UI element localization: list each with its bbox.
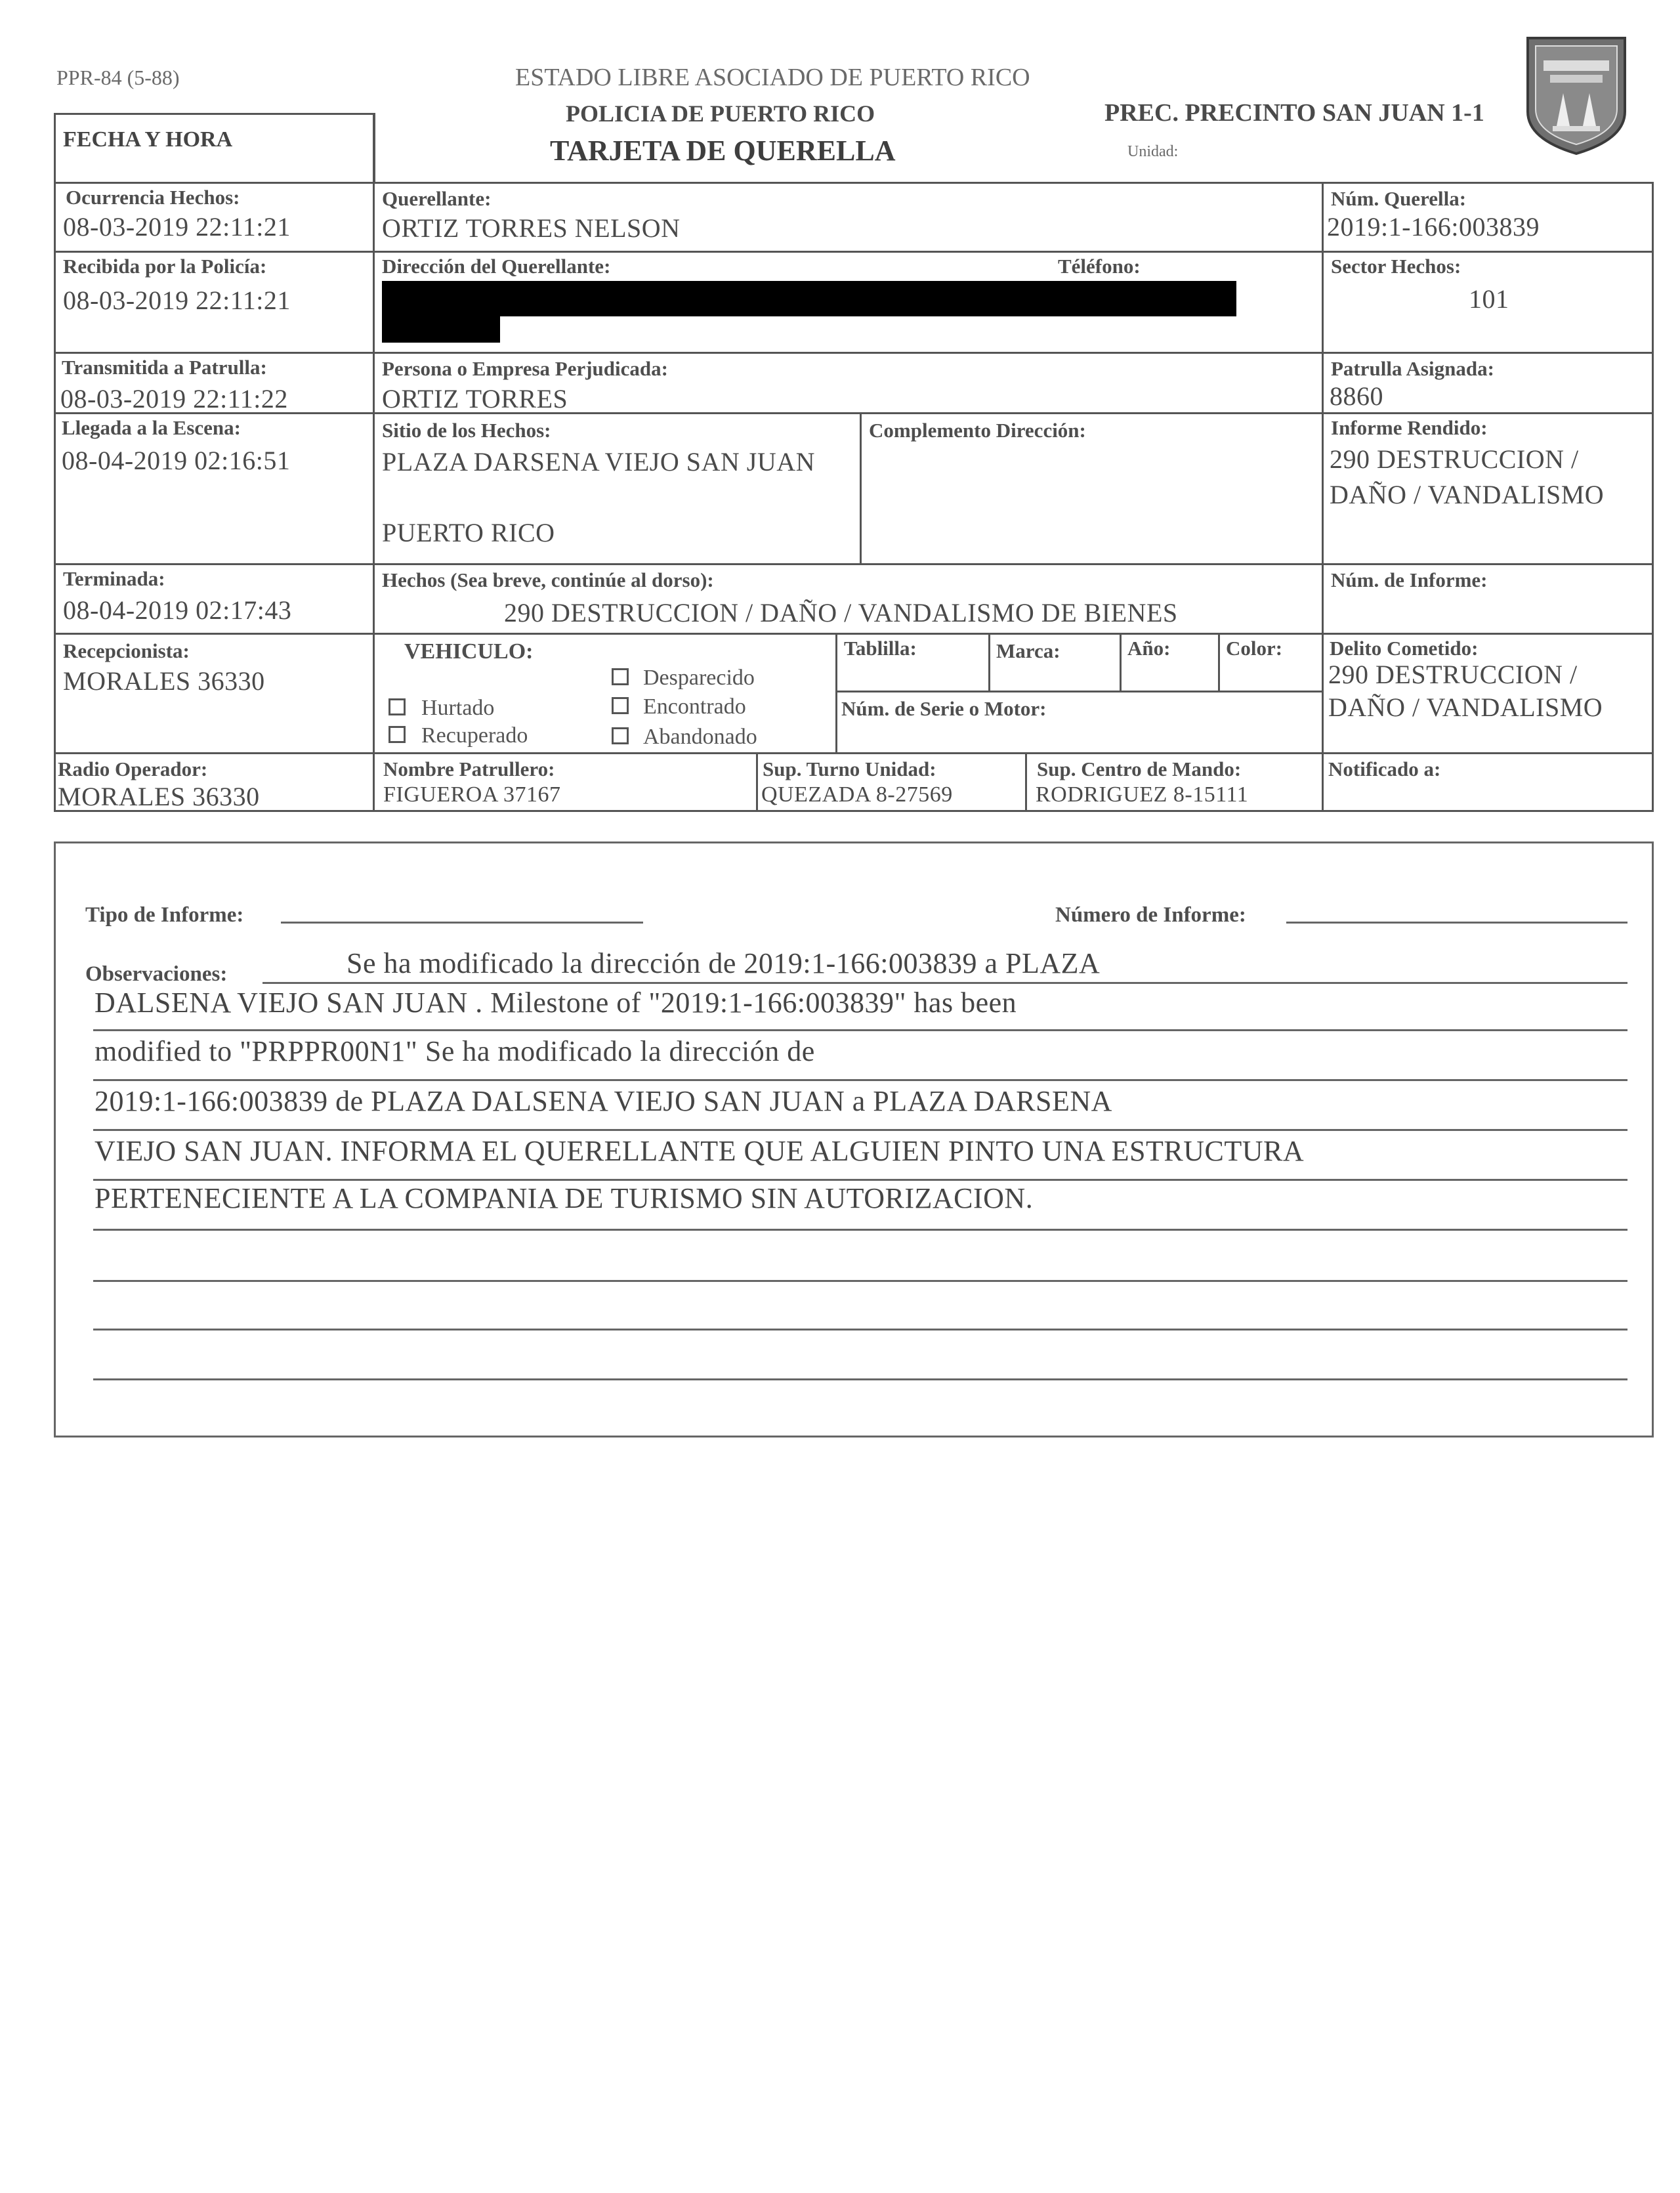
ocurrencia-value: 08-03-2019 22:11:21 bbox=[63, 212, 291, 242]
police-badge-icon bbox=[1524, 34, 1629, 156]
nombre-patrullero-value: FIGUEROA 37167 bbox=[383, 782, 561, 807]
ruled-line bbox=[93, 1378, 1628, 1380]
grid-line bbox=[988, 633, 990, 691]
encontrado-label: Encontrado bbox=[643, 694, 746, 719]
color-label: Color: bbox=[1226, 637, 1283, 660]
recuperado-label: Recuperado bbox=[421, 723, 528, 748]
numero-informe-label: Número de Informe: bbox=[1055, 903, 1246, 927]
informe-rendido-value-line2: DAÑO / VANDALISMO bbox=[1330, 480, 1605, 509]
grid-line bbox=[835, 633, 837, 754]
abandonado-checkbox[interactable] bbox=[612, 727, 629, 744]
grid-line bbox=[54, 182, 56, 812]
serie-label: Núm. de Serie o Motor: bbox=[841, 697, 1047, 720]
patrulla-label: Patrulla Asignada: bbox=[1331, 357, 1494, 380]
ruled-line bbox=[93, 1280, 1628, 1282]
vehiculo-label: VEHICULO: bbox=[404, 639, 534, 664]
grid-line bbox=[835, 691, 1322, 692]
ruled-line bbox=[93, 1079, 1628, 1081]
tipo-informe-label: Tipo de Informe: bbox=[85, 903, 244, 927]
sitio-label: Sitio de los Hechos: bbox=[382, 419, 551, 442]
ruled-line bbox=[93, 1029, 1628, 1031]
grid-line bbox=[54, 810, 1654, 812]
recibida-label: Recibida por la Policía: bbox=[63, 255, 267, 278]
form-title: TARJETA DE QUERELLA bbox=[550, 135, 896, 167]
grid-line bbox=[1120, 633, 1122, 691]
recepcionista-value: MORALES 36330 bbox=[63, 666, 265, 696]
marca-label: Marca: bbox=[996, 639, 1060, 662]
grid-line bbox=[756, 752, 758, 811]
hechos-value: 290 DESTRUCCION / DAÑO / VANDALISMO DE BIENES bbox=[504, 598, 1178, 628]
sitio-value-line1: PLAZA DARSENA VIEJO SAN JUAN bbox=[382, 447, 815, 477]
transmitida-label: Transmitida a Patrulla: bbox=[62, 356, 267, 379]
recuperado-checkbox[interactable] bbox=[388, 726, 406, 743]
unit-label: Unidad: bbox=[1127, 143, 1179, 160]
agency-name: POLICIA DE PUERTO RICO bbox=[566, 100, 875, 127]
grid-line bbox=[54, 563, 1654, 565]
ruled-line bbox=[262, 982, 1628, 984]
num-querella-value: 2019:1-166:003839 bbox=[1327, 212, 1540, 242]
grid-line bbox=[54, 412, 1654, 414]
sector-value: 101 bbox=[1469, 284, 1509, 314]
redaction-bar bbox=[382, 281, 1236, 316]
grid-line bbox=[54, 182, 1654, 184]
sup-turno-label: Sup. Turno Unidad: bbox=[763, 757, 936, 780]
recibida-value: 08-03-2019 22:11:21 bbox=[63, 286, 291, 315]
observaciones-label: Observaciones: bbox=[85, 962, 228, 986]
ocurrencia-label: Ocurrencia Hechos: bbox=[66, 186, 240, 209]
observaciones-line: DALSENA VIEJO SAN JUAN . Milestone of "2019:1-166:003839" has been bbox=[94, 987, 1017, 1019]
terminada-label: Terminada: bbox=[63, 567, 165, 590]
tipo-informe-field[interactable] bbox=[281, 922, 643, 924]
tablilla-label: Tablilla: bbox=[844, 637, 917, 660]
ruled-line bbox=[93, 1129, 1628, 1131]
radio-operador-label: Radio Operador: bbox=[58, 757, 208, 780]
ruled-line bbox=[93, 1179, 1628, 1181]
observaciones-line: modified to "PRPPR00N1" Se ha modificado la dirección de bbox=[94, 1035, 815, 1067]
grid-line bbox=[1652, 182, 1654, 812]
grid-line bbox=[54, 752, 1654, 754]
llegada-label: Llegada a la Escena: bbox=[62, 416, 241, 439]
llegada-value: 08-04-2019 02:16:51 bbox=[62, 446, 291, 475]
grid-line bbox=[54, 352, 1654, 354]
state-name: ESTADO LIBRE ASOCIADO DE PUERTO RICO bbox=[515, 64, 1030, 91]
abandonado-label: Abandonado bbox=[643, 725, 757, 749]
sup-centro-value: RODRIGUEZ 8-15111 bbox=[1036, 782, 1249, 807]
grid-line bbox=[1025, 752, 1027, 811]
delito-value-line1: 290 DESTRUCCION / bbox=[1328, 660, 1578, 689]
desparecido-label: Desparecido bbox=[643, 666, 755, 690]
observaciones-line: Se ha modificado la dirección de 2019:1-166:003839 a PLAZA bbox=[346, 947, 1101, 979]
grid-line bbox=[54, 251, 1654, 253]
notificado-label: Notificado a: bbox=[1328, 757, 1441, 780]
informe-rendido-label: Informe Rendido: bbox=[1331, 416, 1488, 439]
numero-informe-field[interactable] bbox=[1286, 922, 1628, 924]
form-code: PPR-84 (5-88) bbox=[56, 66, 180, 89]
num-informe-label: Núm. de Informe: bbox=[1331, 568, 1488, 591]
complemento-label: Complemento Dirección: bbox=[869, 419, 1086, 442]
grid-line bbox=[1218, 633, 1220, 691]
delito-value-line2: DAÑO / VANDALISMO bbox=[1328, 692, 1603, 722]
sup-turno-value: QUEZADA 8-27569 bbox=[761, 782, 953, 807]
nombre-patrullero-label: Nombre Patrullero: bbox=[383, 757, 555, 780]
delito-label: Delito Cometido: bbox=[1330, 637, 1479, 660]
sup-centro-label: Sup. Centro de Mando: bbox=[1037, 757, 1242, 780]
observaciones-line: PERTENECIENTE A LA COMPANIA DE TURISMO SIN AUTORIZACION. bbox=[94, 1182, 1034, 1214]
grid-line bbox=[1322, 182, 1324, 812]
perjudicada-label: Persona o Empresa Perjudicada: bbox=[382, 357, 668, 380]
radio-operador-value: MORALES 36330 bbox=[58, 782, 260, 811]
telefono-label: Téléfono: bbox=[1058, 255, 1141, 278]
patrulla-value: 8860 bbox=[1330, 381, 1383, 411]
encontrado-checkbox[interactable] bbox=[612, 697, 629, 714]
informe-rendido-value-line1: 290 DESTRUCCION / bbox=[1330, 444, 1579, 474]
perjudicada-value: ORTIZ TORRES bbox=[382, 384, 568, 414]
fecha-hora-label: FECHA Y HORA bbox=[63, 127, 233, 152]
grid-line bbox=[860, 412, 862, 564]
transmitida-value: 08-03-2019 22:11:22 bbox=[60, 384, 288, 414]
querellante-label: Querellante: bbox=[382, 187, 492, 210]
observaciones-line: VIEJO SAN JUAN. INFORMA EL QUERELLANTE QUE ALGUIEN PINTO UNA ESTRUCTURA bbox=[94, 1135, 1305, 1167]
direccion-label: Dirección del Querellante: bbox=[382, 255, 611, 278]
redaction-bar bbox=[382, 315, 500, 343]
hechos-label: Hechos (Sea breve, continúe al dorso): bbox=[382, 568, 714, 591]
ruled-line bbox=[93, 1329, 1628, 1331]
sector-label: Sector Hechos: bbox=[1331, 255, 1461, 278]
ano-label: Año: bbox=[1127, 637, 1171, 660]
terminada-value: 08-04-2019 02:17:43 bbox=[63, 595, 292, 625]
sitio-value-line2: PUERTO RICO bbox=[382, 518, 555, 547]
recepcionista-label: Recepcionista: bbox=[63, 639, 190, 662]
querellante-value: ORTIZ TORRES NELSON bbox=[382, 213, 681, 243]
ruled-line bbox=[93, 1229, 1628, 1231]
hurtado-checkbox[interactable] bbox=[388, 698, 406, 715]
grid-line bbox=[373, 113, 375, 812]
observaciones-line: 2019:1-166:003839 de PLAZA DALSENA VIEJO SAN JUAN a PLAZA DARSENA bbox=[94, 1085, 1112, 1117]
grid-line bbox=[54, 633, 1654, 635]
hurtado-label: Hurtado bbox=[421, 696, 495, 720]
desparecido-checkbox[interactable] bbox=[612, 668, 629, 685]
num-querella-label: Núm. Querella: bbox=[1331, 187, 1467, 210]
precinct-name: PREC. PRECINTO SAN JUAN 1-1 bbox=[1104, 99, 1484, 127]
